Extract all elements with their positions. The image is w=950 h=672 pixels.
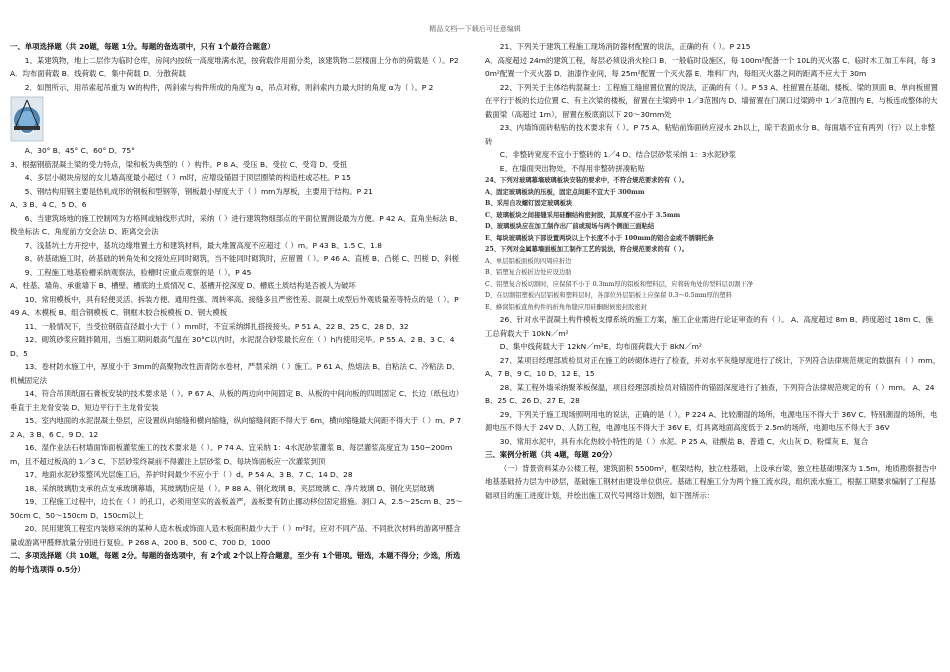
question-text: （一）背景资料某办公楼工程，建筑面积 5500m²，框架结构，独立柱基础，上设承台梁，独立柱基础埋深为 1.5m，地质勘察报告中地基基础持力层为中砂层，基础施工钢材由建设单位供应。基础工程施工分为两个施工流水段，组织流水施工，根据工期要求编制了工程基础项目的施工进度计划，并绘出施工双代号网络计划图，如下图所示：	[485, 463, 937, 500]
question-text: 28、某工程外墙采纳聚苯板保温，项目经理部质检员对锚固件的锚固深度进行了抽查，下列符合法律规范规定的有（ ）mm。 A、24 B、25 C、26 D、27 E、28	[485, 382, 935, 405]
question-text: 19、工程施工过程中，边长在（ ）的孔口，必须用坚实的盖板盖严，盖板要有防止挪动移位固定措施。洞口 A、2.5～25cm B、25～50cm C、50～150cm D、150cm以上	[10, 497, 463, 520]
question-text: 22、下列关于主体结构混凝土：工程施工缝留置位置的说法，正确的有（ ）。P 53 A、柱留置在基础、楼板、梁的顶面 B、单向板留置在平行于板的长边位置 C、有主次梁的楼板，留置在主梁跨中 1／3范围内 D、墙留置在门洞口过梁跨中 1／3范围内 E、与板连成整体的大截面梁（高超过 1m），留置在板底面以下 20～30mm处	[485, 82, 938, 119]
question-text: 10、常用模板中，具有轻便灵活、拆装方便、通用性强、周转率高、接缝多且严密性差、混凝土成型后外观质量差等特点的是（ ）。P 49 A、木模板 B、组合钢模板 C、钢框木胶合板模板 D、钢大模板	[10, 294, 459, 317]
scanned-question-line: C、玻璃板块之间接缝采用硅酮结构密封胶，其厚度不应小于 3.5mm	[485, 211, 681, 219]
question-text: 30、常用水泥中，具有水化热较小特性的是（ ）水泥。P 25 A、硅酸盐 B、普通 C、火山灰 D、粉煤灰 E、复合	[499, 436, 869, 446]
question-text: 15、室内地面的水泥混凝土垫层，应设置纵向缩缝和横向缩缝，纵向缩缝间距不得大于 6m，横向缩缝最大间距不得大于（ ）m。P 72 A、3 B、6 C、9 D、12	[10, 416, 462, 439]
scanned-question-line: B、采用自攻螺钉固定玻璃板块	[485, 200, 573, 207]
question-text: 17、地面水泥砂浆整风光层施工后，养护时间最少不应小于（ ）d。P 54 A、3 B、7 C、14 D、28	[24, 470, 353, 479]
question-text: 21、下列关于建筑工程施工现场消防器材配置的说法，正确的有（ ）。P 215	[499, 42, 751, 51]
question-text: 4、多层小砌块房屋的女儿墙高度最小超过（ ）m时，应增设锚固于顶层圈梁的构造柱或芯柱。P 15	[24, 173, 351, 182]
scanned-question-line: A、单层铝板面板的四周应折边	[485, 257, 572, 265]
question-text: 7、浅基坑土方开挖中，基坑边缘堆置土方和建筑材料，最大堆置高度不应超过（ ）m。P 43 B、1.5 C、1.8	[24, 240, 382, 250]
question-text: 20、民用建筑工程室内装修采纳的某种人造木板或饰面人造木板面积最少大于（ ）m²时，应对不同产品、不同批次材料的游离甲醛含量或游离甲醛释放量分别进行复验。P 268 A、200 B、500 C、700 D、1000	[10, 524, 461, 547]
question-text: E、在墙面突出物处，不得用非整砖拼凑粘贴	[499, 163, 645, 173]
question-text: 16、湿作业法石材墙面饰面板灌浆施工的技术要求是（ ）。P 74 A、宜采纳 1：4水泥砂浆灌浆 B、每层灌浆高度宜为 150~200mm，且不超过板高的 1／3 C、下层砂浆终凝前不得灌注上层砂浆 D、每块饰面板应一次灌浆到顶	[10, 443, 453, 466]
question-text: 6、当建筑场地的施工控制网为方格网或轴线形式时，采纳（ ）进行建筑物细部点的平面位置测设最为方便。P 42 A、直角坐标法 B、极坐标法 C、角度前方交会法 D、距离交会法	[10, 213, 462, 236]
scanned-question-line: D、在切割铝塑板内层铝板和塑料层时，各部位外层铝板上应保留 0.3～0.5mm厚的塑料	[485, 292, 732, 299]
scanned-question-line: D、玻璃板块应在加工制作出厂前或现场与两个侧面三面粘结	[485, 223, 655, 230]
question-text: 11、一般情况下，当受拉钢筋直径最小大于（ ）mm时，不宜采纳绑扎搭接接头。P 51 A、22 B、25 C、28 D、32	[24, 321, 409, 331]
section-heading: 三、案例分析题（共 4题，每题 20分）	[485, 450, 617, 459]
question-text: A、3 B、4 C、5 D、6	[10, 200, 87, 209]
scanned-question-line: 25、下列对金属幕墙面板加工制作工艺的说法，符合规范要求的有（ ）。	[485, 246, 689, 253]
question-text: 8、砖基础施工时，砖基础的转角处和交接处应同时砌筑，当不能同时砌筑时，应留置（ ）。P 46 A、直槎 B、凸槎 C、凹槎 D、斜槎	[24, 254, 460, 263]
scanned-question-line: E、每块玻璃板块下部设置两块以上个长度不小于 100mm的铝合金或不锈钢托条	[485, 234, 714, 242]
question-text: 23、内墙饰面砖粘贴的技术要求有（ ）。P 75 A、粘贴前饰面砖应浸水 2h以上，晾干表面水分 B、每面墙不宜有两列（行）以上非整砖	[485, 123, 935, 146]
scanned-question-line: E、蜂窝铝板直角构件的折角角缝应用硅酮耐候密封胶密封	[485, 303, 648, 311]
left-column	[10, 40, 465, 660]
question-text: 26、针对水平混凝土构件模板支撑系统的施工方案，施工企业需进行论证审查的有（ ）。 A、高度超过 8m B、跨度超过 18m C、施工总荷载大于 10kN／m²	[485, 315, 933, 338]
scanned-question-line: C、铝塑复合板切割时，应保留不小于 0.3mm厚的铝板和塑料层，应将转角处的型料层切割干净	[485, 280, 754, 288]
question-text: 12、砌筑砂浆应随拌随用，当施工期间最高气温在 30°C以内时，水泥混合砂浆最长应在（ ）h内使用完毕。P 55 A、2 B、3 C、4 D、5	[10, 335, 455, 358]
question-text: 14、符合吊顶纸面石膏板安装的技术要求是（ ）。P 67 A、从板的两边向中间固定 B、从板的中间向板的四周固定 C、长边（纸包边）垂直于主龙骨安装 D、短边平行于主龙骨安装	[10, 389, 464, 412]
scanned-question-block	[485, 175, 940, 313]
section-heading: 一、单项选择题（共 20题，每题 1分。每题的备选项中，只有 1个最符合题意）	[10, 42, 275, 51]
question-text: 27、某项目经理部质检员对正在施工的砖砌体进行了检查，并对水平灰缝厚度进行了统计，下列符合法律规范规定的数据有（ ）mm。 A、7 B、9 C、10 D、12 E、15	[485, 355, 940, 378]
question-text: 5、钢结构用钢主要是热轧成形的钢板和型钢等，钢板最小厚度大于（ ）mm为厚板，主要用于结构。P 21	[24, 186, 373, 196]
lifting-diagram-figure	[10, 96, 44, 142]
question-text: 13、卷材防水施工中，厚度小于 3mm的高聚物改性沥青防水卷材，严禁采纳（ ）施工。P 61 A、热熔法 B、自粘法 C、冷粘法 D、机械固定法	[10, 362, 460, 385]
question-text: 9、工程施工地基验槽采纳观察法，验槽时应重点观察的是（ ）。P 45	[24, 267, 252, 277]
right-column	[485, 40, 940, 665]
section-heading: 二、多项选择题（共 10题，每题 2分。每题的备选项中，有 2个或 2个以上符合题意，至少有 1个错项。错选，本题不得分；少选，所选的每个选项得 0.5分）	[10, 551, 461, 574]
question-text: 3、根据钢筋混凝土梁的受力特点，梁和板为典型的（ ）构件。P 8 A、受压 B、受拉 C、受弯 D、受扭	[10, 159, 348, 169]
question-text: 18、采纳玻璃肋支承的点支承玻璃幕墙，其玻璃肋应是（ ）。P 88 A、钢化玻璃 B、夹层玻璃 C、净片玻璃 D、钢化夹层玻璃	[24, 483, 435, 493]
question-text: A、30° B、45° C、60° D、75°	[24, 146, 135, 155]
question-text: C、非整砖宽度不宜小于整砖的 1／4 D、结合层砂浆采纳 1：3水泥砂浆	[499, 150, 737, 159]
question-text: 1、某建筑物，地上二层作为临时仓库，房间内按统一高度堆满水泥，按荷载作用面分类，该建筑物二层楼面上分布的荷载是（ ）。P2A．均布面荷载 B．线荷载 C．集中荷载 D．分散荷载	[10, 55, 459, 78]
question-text: 2．如图所示，用吊索起吊重为 W的构件，两斜索与构件所成的角度为 α，吊点对称，则斜索内力最大时的角度 α为（ ）。P 2	[24, 82, 434, 92]
page-header: 精品文档---下载后可任意编辑	[429, 25, 521, 33]
question-text: D、集中线荷载大于 12kN／m²E、均布面荷载大于 8kN／m²	[499, 342, 702, 351]
question-text: A．高度超过 24m的建筑工程，每层必须设消火栓口 B．一般临时设施区，每 100m²配备一个 10L的灭火器 C．临时木工加工车间，每 30m²配置一个灭火器 D．油漆作业间，每 25m²配置一个灭火器 E．堆料厂内，每组灭火器之间的距离不应大于 30m	[485, 55, 936, 78]
question-text: A、柱基、墙角、承重墙下 B、槽壁、槽底的土质情况 C、基槽开挖深度 D、槽底土质结构是否被人为破坏	[10, 281, 356, 290]
scanned-question-line: A、固定玻璃板块的压板，固定点间距不宜大于 300mm	[485, 188, 645, 196]
scanned-question-line: 24、下列对玻璃幕墙玻璃板块安装的要求中，不符合规范要求的有（ ）。	[485, 177, 689, 184]
scanned-question-line: B、铝塑复合板折边处应设边肋	[485, 269, 572, 276]
question-text: 29、下列关于施工现场照明用电的说法，正确的是（ ）。P 224 A、比较潮湿的场所，电源电压不得大于 36V C、特别潮湿的场所，电源电压不得大于 24V D、人防工程，电源电压不得大于 36V E、灯具离地面高度低于 2.5m的场所，电源电压不得大于 36V	[485, 409, 938, 432]
